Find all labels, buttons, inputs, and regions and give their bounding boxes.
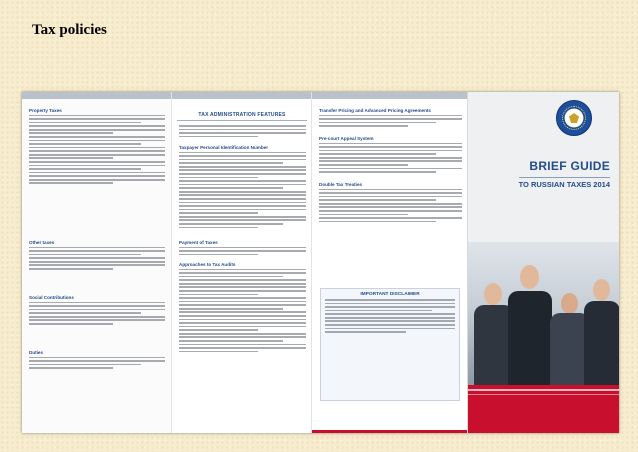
text-line <box>319 125 408 127</box>
text-line <box>179 155 306 157</box>
text-line <box>179 254 258 256</box>
text-line <box>29 367 113 369</box>
text-line <box>29 122 141 124</box>
text-line <box>179 187 283 189</box>
text-line <box>29 257 165 259</box>
text-line <box>319 118 462 120</box>
text-line <box>179 247 306 249</box>
text-line <box>179 177 258 179</box>
text-line <box>179 136 258 138</box>
person-head <box>561 293 578 314</box>
text-line <box>179 180 306 182</box>
text-line <box>179 301 306 303</box>
cover-stripe <box>468 394 619 395</box>
person-suit <box>508 291 552 385</box>
text-line <box>325 320 455 322</box>
text-line <box>179 329 258 331</box>
text-line <box>179 202 306 204</box>
text-line <box>325 306 455 308</box>
text-line <box>179 125 306 127</box>
text-line <box>179 304 306 306</box>
section-title: Property Taxes <box>29 108 62 113</box>
section-other-taxes <box>29 240 165 272</box>
text-line <box>179 286 306 288</box>
section-double-tax-treaties <box>319 182 462 224</box>
section-social-contributions <box>29 295 165 327</box>
text-line <box>325 328 455 330</box>
text-line <box>29 140 165 142</box>
text-line <box>319 143 462 145</box>
text-line <box>325 331 406 333</box>
text-line <box>319 150 462 152</box>
text-line <box>325 310 432 312</box>
text-line <box>29 302 165 304</box>
text-line <box>29 254 141 256</box>
text-line <box>319 189 462 191</box>
text-line <box>179 294 258 296</box>
text-line <box>179 336 306 338</box>
text-line <box>29 157 113 159</box>
text-line <box>179 344 306 346</box>
text-line <box>29 319 165 321</box>
panel-top-stripe <box>172 92 312 99</box>
text-line <box>179 250 306 252</box>
text-line <box>29 175 165 177</box>
text-line <box>179 173 306 175</box>
text-line <box>179 227 258 229</box>
text-line <box>325 317 455 319</box>
section-taxpayer-id <box>179 145 306 230</box>
text-line <box>29 182 113 184</box>
text-line <box>29 268 113 270</box>
person-head <box>520 265 539 289</box>
text-line <box>179 191 306 193</box>
text-line <box>29 165 165 167</box>
cover-red-base <box>468 385 619 433</box>
section-property-taxes <box>29 108 165 186</box>
text-line <box>29 261 165 263</box>
text-line <box>179 219 306 221</box>
text-line <box>179 290 306 292</box>
text-line <box>325 313 455 315</box>
text-line <box>29 168 141 170</box>
text-line <box>29 247 165 249</box>
text-line <box>179 340 283 342</box>
text-line <box>319 210 462 212</box>
person-suit <box>584 301 619 385</box>
text-line <box>319 153 436 155</box>
text-line <box>179 333 306 335</box>
section-title: Payment of Taxes <box>179 240 218 245</box>
person-figure <box>584 273 619 385</box>
text-line <box>179 198 306 200</box>
text-line <box>29 179 165 181</box>
text-line <box>179 205 306 207</box>
panel-heading: TAX ADMINISTRATION FEATURES <box>177 112 307 121</box>
text-line <box>29 147 165 149</box>
text-line <box>319 164 408 166</box>
text-line <box>29 132 113 134</box>
brochure-panel-administration <box>171 92 312 433</box>
text-line <box>319 115 462 117</box>
text-line <box>179 283 306 285</box>
section-pre-court-appeal <box>319 136 462 175</box>
section-title: Duties <box>29 350 44 355</box>
disclaimer-title: IMPORTANT DISCLAIMER <box>360 292 420 297</box>
brochure-panel-transfer-pricing <box>311 92 468 433</box>
text-line <box>319 122 436 124</box>
text-line <box>319 203 462 205</box>
text-line <box>29 360 165 362</box>
text-line <box>29 136 165 138</box>
text-line <box>179 351 258 353</box>
text-line <box>29 364 141 366</box>
text-line <box>179 184 306 186</box>
text-line <box>29 118 165 120</box>
panel-bottom-bar <box>312 430 468 433</box>
cover-stripe <box>468 389 619 391</box>
section-title: Transfer Pricing and Advanced Pricing Agreements <box>319 108 431 113</box>
text-line <box>319 192 462 194</box>
text-line <box>319 199 436 201</box>
person-head <box>593 279 610 301</box>
section-title: Double Tax Treaties <box>319 182 363 187</box>
person-head <box>484 283 502 305</box>
text-line <box>319 217 462 219</box>
text-line <box>319 221 436 223</box>
text-line <box>29 172 165 174</box>
text-line <box>319 196 462 198</box>
text-line <box>29 115 165 117</box>
cover-title-line2: TO RUSSIAN TAXES 2014 <box>518 179 610 189</box>
text-line <box>325 324 455 326</box>
text-line <box>179 315 306 317</box>
text-line <box>319 146 462 148</box>
text-line <box>319 160 462 162</box>
text-line <box>29 143 141 145</box>
brochure-panel-taxes <box>22 92 171 433</box>
text-line <box>179 169 306 171</box>
text-line <box>179 279 306 281</box>
section-tax-audits <box>179 262 306 354</box>
panel-top-stripe <box>22 92 171 99</box>
text-line <box>179 162 283 164</box>
text-line <box>179 308 283 310</box>
text-line <box>179 159 306 161</box>
federal-tax-service-emblem-icon <box>556 100 592 136</box>
panel-top-stripe <box>312 92 468 99</box>
person-figure <box>508 261 552 385</box>
text-line <box>29 312 141 314</box>
text-line <box>179 166 306 168</box>
text-line <box>29 154 165 156</box>
text-line <box>179 209 306 211</box>
text-line <box>179 212 258 214</box>
text-line <box>29 264 165 266</box>
text-line <box>319 171 436 173</box>
text-line <box>29 305 165 307</box>
section-payment-of-taxes <box>179 240 306 257</box>
text-line <box>179 347 306 349</box>
text-line <box>29 309 165 311</box>
section-transfer-pricing <box>319 108 462 129</box>
section-title: Social Contributions <box>29 295 74 300</box>
tax-brochure <box>22 92 619 433</box>
brochure-cover <box>467 92 619 433</box>
text-line <box>319 214 408 216</box>
text-line <box>179 194 306 196</box>
text-line <box>179 319 306 321</box>
text-line <box>179 276 283 278</box>
text-line <box>179 132 306 134</box>
text-line <box>29 250 165 252</box>
cover-title-rule <box>519 177 610 178</box>
section-duties <box>29 350 165 371</box>
section-title: Other taxes <box>29 240 55 245</box>
section-title: Taxpayer Personal Identification Number <box>179 145 269 150</box>
text-line <box>179 322 306 324</box>
text-line <box>29 161 165 163</box>
cover-title-line1: BRIEF GUIDE <box>529 159 610 173</box>
text-line <box>29 316 165 318</box>
text-line <box>179 216 306 218</box>
text-line <box>179 297 306 299</box>
section-title: Pre-court Appeal System <box>319 136 374 141</box>
business-people-photo <box>468 242 619 385</box>
text-line <box>319 157 462 159</box>
text-line <box>179 223 283 225</box>
text-line <box>29 357 165 359</box>
disclaimer-box <box>320 288 460 401</box>
text-line <box>325 299 455 301</box>
text-line <box>179 269 306 271</box>
text-line <box>179 326 306 328</box>
text-line <box>29 125 165 127</box>
section-intro <box>179 125 306 139</box>
text-line <box>179 311 306 313</box>
text-line <box>29 129 165 131</box>
cover-title <box>519 160 610 189</box>
slide-title: Tax policies <box>32 22 107 38</box>
text-line <box>179 272 306 274</box>
text-line <box>179 129 306 131</box>
text-line <box>29 323 113 325</box>
text-line <box>319 206 462 208</box>
section-title: Approaches to Tax Audits <box>179 262 236 267</box>
text-line <box>29 150 165 152</box>
text-line <box>325 303 455 305</box>
text-line <box>179 152 306 154</box>
text-line <box>319 168 462 170</box>
